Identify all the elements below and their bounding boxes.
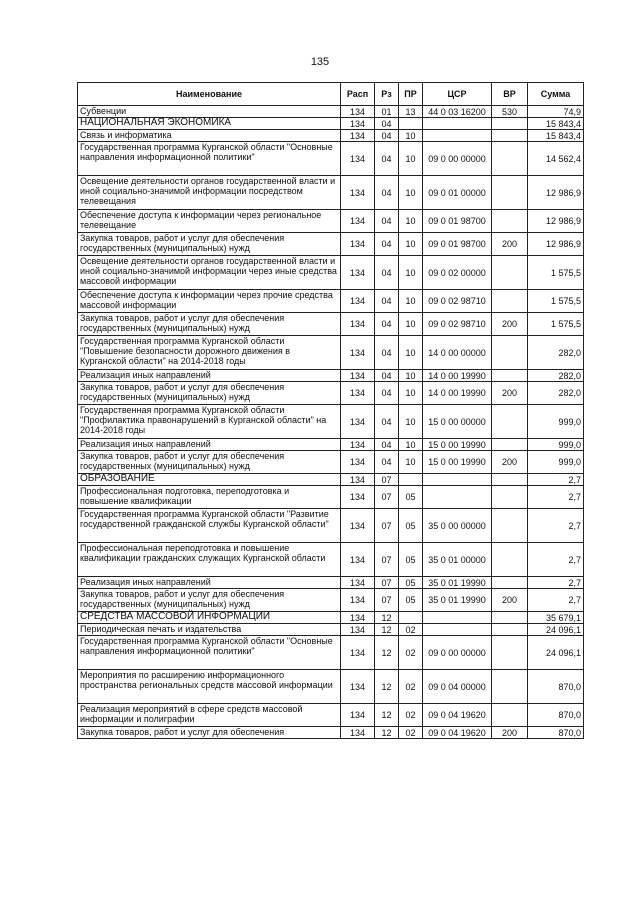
cell-csr: 15 0 00 19990 (423, 439, 492, 451)
cell-vr: 200 (492, 382, 528, 405)
page-number: 135 (310, 56, 330, 68)
cell-rz: 07 (375, 543, 399, 577)
cell-name: Закупка товаров, работ и услуг для обеспечения государственных (муниципальных) нужд (78, 451, 341, 474)
cell-vr (492, 486, 528, 509)
cell-rz: 04 (375, 313, 399, 336)
table-row (78, 670, 584, 704)
table-row (78, 233, 584, 256)
cell-rasp: 134 (341, 543, 375, 577)
cell-name: Государственная программа Курганской области "Основные направления информационной политики" (78, 142, 341, 176)
cell-name: Государственная программа Курганской области "Повышение безопасности дорожного движения в Курганской области" на 2014-2018 годы (78, 336, 341, 370)
cell-name: Закупка товаров, работ и услуг для обеспечения государственных (муниципальных) нужд (78, 589, 341, 612)
cell-sum: 1 575,5 (528, 313, 584, 336)
cell-name: Связь и информатика (78, 130, 341, 142)
cell-rasp: 134 (341, 313, 375, 336)
cell-pr: 05 (399, 577, 423, 589)
cell-vr (492, 543, 528, 577)
cell-csr (423, 486, 492, 509)
cell-sum: 74,9 (528, 106, 584, 118)
cell-vr (492, 256, 528, 290)
table-row (78, 589, 584, 612)
table-row (78, 313, 584, 336)
cell-rz: 04 (375, 130, 399, 142)
cell-pr: 10 (399, 233, 423, 256)
cell-rasp: 134 (341, 130, 375, 142)
cell-sum: 2,7 (528, 509, 584, 543)
cell-vr (492, 370, 528, 382)
cell-pr: 05 (399, 509, 423, 543)
cell-rz: 04 (375, 290, 399, 313)
cell-csr: 09 0 04 00000 (423, 670, 492, 704)
cell-pr: 10 (399, 370, 423, 382)
cell-rz: 04 (375, 405, 399, 439)
cell-name: Субвенции (78, 106, 341, 118)
cell-rz: 07 (375, 509, 399, 543)
cell-csr: 35 0 00 00000 (423, 509, 492, 543)
cell-pr: 02 (399, 670, 423, 704)
cell-name: Профессиональная переподготовка и повышение квалификации гражданских служащих Курганской области (78, 543, 341, 577)
cell-rz: 04 (375, 382, 399, 405)
cell-name: НАЦИОНАЛЬНАЯ ЭКОНОМИКА (78, 118, 341, 130)
cell-sum: 12 986,9 (528, 233, 584, 256)
cell-name: Государственная программа Курганской области "Развитие государственной гражданской службы Курганской области" (78, 509, 341, 543)
cell-name: Обеспечение доступа к информации через региональное телевещание (78, 210, 341, 233)
cell-vr (492, 624, 528, 636)
cell-csr: 09 0 04 19620 (423, 727, 492, 739)
cell-csr: 44 0 03 16200 (423, 106, 492, 118)
cell-pr: 02 (399, 624, 423, 636)
cell-pr: 10 (399, 142, 423, 176)
table-row (78, 370, 584, 382)
table-row (78, 130, 584, 142)
table-row (78, 543, 584, 577)
table-row (78, 336, 584, 370)
cell-csr: 09 0 02 00000 (423, 256, 492, 290)
cell-rz: 12 (375, 612, 399, 624)
cell-name: Реализация иных направлений (78, 577, 341, 589)
cell-vr (492, 336, 528, 370)
cell-vr (492, 577, 528, 589)
cell-csr (423, 612, 492, 624)
cell-rz: 04 (375, 370, 399, 382)
cell-pr: 05 (399, 486, 423, 509)
cell-pr: 10 (399, 176, 423, 210)
cell-vr (492, 142, 528, 176)
cell-csr: 09 0 02 98710 (423, 313, 492, 336)
cell-pr (399, 474, 423, 486)
table-row (78, 256, 584, 290)
cell-vr (492, 474, 528, 486)
cell-pr (399, 612, 423, 624)
cell-csr: 09 0 01 98700 (423, 210, 492, 233)
cell-name: Мероприятия по расширению информационного пространства региональных средств массовой информации (78, 670, 341, 704)
cell-vr (492, 118, 528, 130)
table-row (78, 509, 584, 543)
cell-vr: 200 (492, 451, 528, 474)
cell-rasp: 134 (341, 290, 375, 313)
cell-pr: 10 (399, 313, 423, 336)
cell-name: Обеспечение доступа к информации через прочие средства массовой информации (78, 290, 341, 313)
table-row (78, 486, 584, 509)
cell-vr (492, 210, 528, 233)
cell-csr: 35 0 01 19990 (423, 589, 492, 612)
cell-rz: 07 (375, 486, 399, 509)
table-row (78, 577, 584, 589)
table-row (78, 727, 584, 739)
table-body (78, 106, 584, 739)
header-name: Наименование (78, 83, 341, 106)
cell-rz: 04 (375, 176, 399, 210)
cell-rz: 04 (375, 439, 399, 451)
cell-name: Реализация мероприятий в сфере средств массовой информации и полиграфии (78, 704, 341, 727)
cell-rasp: 134 (341, 612, 375, 624)
cell-rz: 12 (375, 624, 399, 636)
cell-rz: 07 (375, 589, 399, 612)
cell-vr (492, 509, 528, 543)
cell-rasp: 134 (341, 727, 375, 739)
cell-sum: 12 986,9 (528, 176, 584, 210)
cell-vr (492, 612, 528, 624)
table-row (78, 439, 584, 451)
cell-vr (492, 636, 528, 670)
cell-name: Реализация иных направлений (78, 439, 341, 451)
header-rz: Рз (375, 83, 399, 106)
cell-vr (492, 176, 528, 210)
cell-csr (423, 130, 492, 142)
cell-rasp: 134 (341, 589, 375, 612)
cell-sum: 24 096,1 (528, 636, 584, 670)
cell-pr: 02 (399, 636, 423, 670)
table-row (78, 405, 584, 439)
budget-table (77, 82, 584, 739)
cell-csr: 35 0 01 19990 (423, 577, 492, 589)
cell-pr: 10 (399, 336, 423, 370)
cell-vr: 200 (492, 313, 528, 336)
cell-rz: 04 (375, 118, 399, 130)
cell-csr: 09 0 00 00000 (423, 142, 492, 176)
cell-rz: 04 (375, 256, 399, 290)
cell-csr: 35 0 01 00000 (423, 543, 492, 577)
cell-vr: 200 (492, 589, 528, 612)
cell-rasp: 134 (341, 624, 375, 636)
cell-rasp: 134 (341, 106, 375, 118)
cell-vr (492, 670, 528, 704)
table-row (78, 451, 584, 474)
cell-sum: 999,0 (528, 405, 584, 439)
cell-vr: 530 (492, 106, 528, 118)
cell-rz: 04 (375, 142, 399, 176)
cell-vr (492, 405, 528, 439)
cell-csr (423, 474, 492, 486)
cell-rasp: 134 (341, 451, 375, 474)
cell-sum: 24 096,1 (528, 624, 584, 636)
cell-rasp: 134 (341, 210, 375, 233)
cell-name: Профессиональная подготовка, переподготовка и повышение квалификации (78, 486, 341, 509)
cell-vr (492, 290, 528, 313)
cell-sum: 870,0 (528, 727, 584, 739)
cell-pr: 10 (399, 256, 423, 290)
cell-rz: 12 (375, 670, 399, 704)
cell-name: ОБРАЗОВАНИЕ (78, 474, 341, 486)
cell-pr: 10 (399, 210, 423, 233)
table-row (78, 106, 584, 118)
cell-sum: 2,7 (528, 543, 584, 577)
cell-rasp: 134 (341, 176, 375, 210)
header-pr: ПР (399, 83, 423, 106)
cell-pr (399, 118, 423, 130)
cell-rz: 07 (375, 474, 399, 486)
cell-csr (423, 118, 492, 130)
cell-vr (492, 130, 528, 142)
cell-name: Закупка товаров, работ и услуг для обеспечения государственных (муниципальных) нужд (78, 313, 341, 336)
table-row (78, 636, 584, 670)
cell-rz: 12 (375, 704, 399, 727)
cell-csr: 09 0 01 00000 (423, 176, 492, 210)
cell-rz: 01 (375, 106, 399, 118)
cell-pr: 10 (399, 290, 423, 313)
cell-csr: 14 0 00 19990 (423, 370, 492, 382)
table-row (78, 176, 584, 210)
cell-sum: 282,0 (528, 382, 584, 405)
cell-rasp: 134 (341, 474, 375, 486)
table-header-row (78, 83, 584, 106)
cell-pr: 10 (399, 405, 423, 439)
cell-csr: 14 0 00 19990 (423, 382, 492, 405)
cell-rasp: 134 (341, 636, 375, 670)
header-rasp: Расп (341, 83, 375, 106)
cell-rasp: 134 (341, 370, 375, 382)
table-row (78, 704, 584, 727)
cell-sum: 1 575,5 (528, 290, 584, 313)
cell-rasp: 134 (341, 577, 375, 589)
cell-vr: 200 (492, 727, 528, 739)
cell-rz: 12 (375, 636, 399, 670)
cell-name: Периодическая печать и издательства (78, 624, 341, 636)
cell-pr: 05 (399, 543, 423, 577)
cell-name: Освещение деятельности органов государственной власти и иной социально-значимой информации через иные средства массовой информации (78, 256, 341, 290)
cell-rasp: 134 (341, 118, 375, 130)
cell-vr (492, 704, 528, 727)
cell-csr: 09 0 00 00000 (423, 636, 492, 670)
cell-csr: 09 0 04 19620 (423, 704, 492, 727)
cell-pr: 10 (399, 130, 423, 142)
cell-rasp: 134 (341, 336, 375, 370)
cell-pr: 10 (399, 382, 423, 405)
cell-rasp: 134 (341, 670, 375, 704)
cell-sum: 870,0 (528, 670, 584, 704)
cell-name: Освещение деятельности органов государственной власти и иной социально-значимой информации посредством телевещания (78, 176, 341, 210)
cell-rasp: 134 (341, 486, 375, 509)
cell-rasp: 134 (341, 142, 375, 176)
table-row (78, 290, 584, 313)
cell-name: Государственная программа Курганской области "Основные направления информационной политики" (78, 636, 341, 670)
cell-vr (492, 439, 528, 451)
cell-rz: 04 (375, 451, 399, 474)
cell-csr: 15 0 00 19990 (423, 451, 492, 474)
cell-csr: 09 0 01 98700 (423, 233, 492, 256)
cell-name: Закупка товаров, работ и услуг для обеспечения государственных (муниципальных) нужд (78, 382, 341, 405)
cell-rasp: 134 (341, 256, 375, 290)
cell-sum: 282,0 (528, 336, 584, 370)
cell-rasp: 134 (341, 382, 375, 405)
cell-csr: 14 0 00 00000 (423, 336, 492, 370)
table-row (78, 210, 584, 233)
table-row (78, 142, 584, 176)
cell-sum: 14 562,4 (528, 142, 584, 176)
header-csr: ЦСР (423, 83, 492, 106)
cell-sum: 2,7 (528, 577, 584, 589)
cell-name: Закупка товаров, работ и услуг для обеспечения (78, 727, 341, 739)
cell-rasp: 134 (341, 439, 375, 451)
header-sum: Сумма (528, 83, 584, 106)
cell-rz: 07 (375, 577, 399, 589)
cell-sum: 15 843,4 (528, 130, 584, 142)
cell-rasp: 134 (341, 405, 375, 439)
cell-pr: 02 (399, 727, 423, 739)
table-row (78, 382, 584, 405)
cell-sum: 1 575,5 (528, 256, 584, 290)
cell-sum: 282,0 (528, 370, 584, 382)
cell-sum: 999,0 (528, 439, 584, 451)
table-row (78, 612, 584, 624)
cell-name: Государственная программа Курганской области "Профилактика правонарушений в Курганской области" на 2014-2018 годы (78, 405, 341, 439)
table-row (78, 474, 584, 486)
cell-sum: 12 986,9 (528, 210, 584, 233)
cell-pr: 10 (399, 439, 423, 451)
header-vr: ВР (492, 83, 528, 106)
cell-vr: 200 (492, 233, 528, 256)
cell-rz: 04 (375, 210, 399, 233)
cell-rz: 12 (375, 727, 399, 739)
cell-rz: 04 (375, 336, 399, 370)
cell-name: СРЕДСТВА МАССОВОЙ ИНФОРМАЦИИ (78, 612, 341, 624)
cell-sum: 999,0 (528, 451, 584, 474)
cell-rasp: 134 (341, 704, 375, 727)
table-row (78, 118, 584, 130)
cell-csr: 15 0 00 00000 (423, 405, 492, 439)
cell-rasp: 134 (341, 509, 375, 543)
cell-pr: 05 (399, 589, 423, 612)
cell-csr (423, 624, 492, 636)
cell-pr: 02 (399, 704, 423, 727)
cell-sum: 15 843,4 (528, 118, 584, 130)
cell-sum: 35 679,1 (528, 612, 584, 624)
cell-name: Закупка товаров, работ и услуг для обеспечения государственных (муниципальных) нужд (78, 233, 341, 256)
table-row (78, 624, 584, 636)
cell-sum: 2,7 (528, 474, 584, 486)
cell-rasp: 134 (341, 233, 375, 256)
cell-rz: 04 (375, 233, 399, 256)
cell-name: Реализация иных направлений (78, 370, 341, 382)
cell-pr: 10 (399, 451, 423, 474)
cell-sum: 2,7 (528, 486, 584, 509)
cell-pr: 13 (399, 106, 423, 118)
cell-sum: 870,0 (528, 704, 584, 727)
cell-csr: 09 0 02 98710 (423, 290, 492, 313)
cell-sum: 2,7 (528, 589, 584, 612)
